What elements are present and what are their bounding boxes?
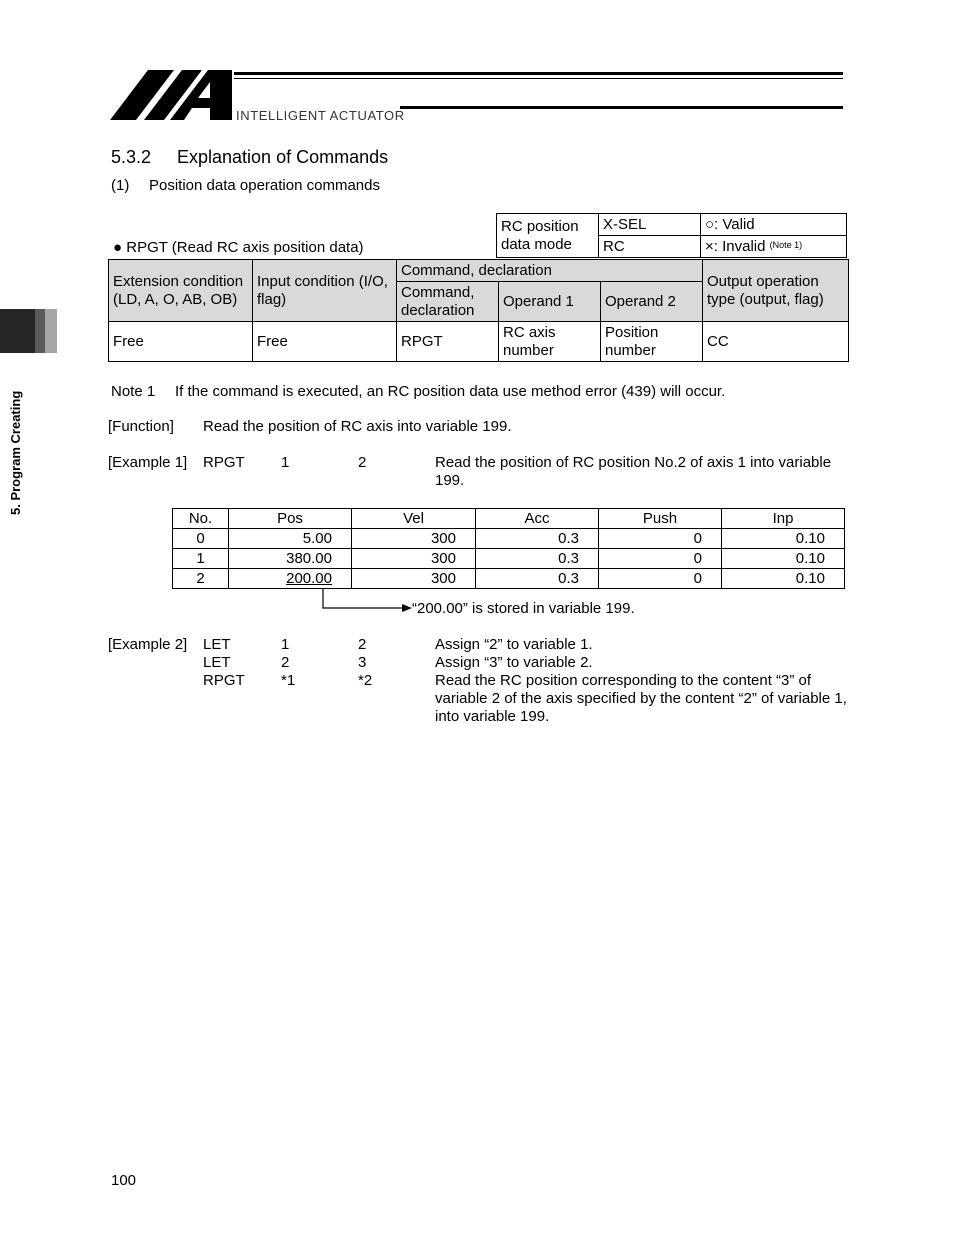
brand-text: INTELLIGENT ACTUATOR	[236, 108, 405, 123]
header-output: Output operation type (output, flag)	[703, 260, 849, 322]
pos-header-no: No.	[173, 509, 229, 529]
subsection-heading	[111, 177, 380, 194]
command-name	[113, 239, 364, 256]
header-command-group: Command, declaration	[397, 260, 703, 282]
validity-table	[496, 213, 847, 258]
function-label: [Function]	[108, 418, 174, 435]
example-2-description: Assign “2” to variable 1.	[435, 636, 593, 653]
pos-cell: 0.10	[722, 569, 845, 589]
mode-label: RC position data mode	[497, 214, 599, 258]
header-operand2: Operand 2	[601, 282, 703, 322]
pos-cell: 0.10	[722, 529, 845, 549]
cell-operand1: RC axis number	[499, 322, 601, 362]
example-2-operand1: 2	[281, 654, 290, 671]
example-2-command: RPGT	[203, 672, 245, 689]
example-2	[108, 636, 847, 726]
header-rule-mid	[234, 78, 843, 79]
pos-cell: 0.10	[722, 549, 845, 569]
cell-operand2: Position number	[601, 322, 703, 362]
pos-cell: 1	[173, 549, 229, 569]
example-1-operand2: 2	[358, 454, 367, 471]
function-line	[108, 418, 512, 435]
example-2-line	[108, 672, 847, 726]
example-2-description: Assign “3” to variable 2.	[435, 654, 593, 671]
example-2-operand2: *2	[358, 672, 373, 689]
pos-cell: 300	[352, 529, 476, 549]
command-name-text: RPGT (Read RC axis position data)	[126, 239, 364, 256]
note-ref: (Note 1)	[769, 239, 803, 250]
cell-output: CC	[703, 322, 849, 362]
pos-header-acc: Acc	[476, 509, 599, 529]
pos-header-push: Push	[599, 509, 722, 529]
example-1-description: Read the position of RC position No.2 of axis 1 into variable 199.	[435, 454, 832, 489]
example-2-line	[108, 636, 847, 654]
section-heading	[111, 147, 388, 168]
table-row	[173, 569, 845, 589]
cell-input: Free	[253, 322, 397, 362]
example-2-description: Read the RC position corresponding to the content “3” of variable 2 of the axis specified by the content “2” of variable 1, into variable 199.	[435, 672, 847, 725]
section-number: 5.3.2	[111, 147, 152, 167]
status-xsel: ○: Valid	[701, 214, 847, 236]
example-2-label: [Example 2]	[108, 636, 188, 653]
pos-value-highlight: 200.00	[286, 570, 332, 587]
pos-cell: 300	[352, 569, 476, 589]
header-command: Command, declaration	[397, 282, 499, 322]
example-2-operand2: 2	[358, 636, 367, 653]
chapter-label: 5. Program Creating	[8, 390, 23, 515]
arrow-head-icon	[402, 604, 412, 612]
table-row	[173, 529, 845, 549]
pos-cell: 0	[173, 529, 229, 549]
table-row	[173, 549, 845, 569]
example-1-command: RPGT	[203, 454, 245, 471]
section-title: Explanation of Commands	[177, 147, 389, 167]
pos-cell: 380.00	[229, 549, 352, 569]
pos-cell-highlight	[229, 569, 352, 589]
pos-cell: 0.3	[476, 529, 599, 549]
arrow-connector	[318, 588, 412, 614]
cell-command: RPGT	[397, 322, 499, 362]
example-1	[108, 454, 847, 489]
position-table	[172, 508, 845, 589]
iai-logo	[110, 68, 845, 124]
bullet-icon: ●	[113, 239, 123, 256]
note-1	[111, 383, 725, 400]
pos-cell: 300	[352, 549, 476, 569]
example-2-command: LET	[203, 654, 231, 671]
pos-cell: 0	[599, 549, 722, 569]
status-rc: ×: Invalid	[705, 237, 766, 255]
pos-header-vel: Vel	[352, 509, 476, 529]
pos-cell: 5.00	[229, 529, 352, 549]
controller-rc: RC	[599, 236, 701, 258]
header-extension: Extension condition (LD, A, O, AB, OB)	[109, 260, 253, 322]
pos-cell: 0.3	[476, 549, 599, 569]
pos-cell: 0	[599, 529, 722, 549]
status-rc-cell	[701, 236, 847, 258]
note-text: If the command is executed, an RC position data use method error (439) will occur.	[175, 383, 726, 400]
note-label: Note 1	[111, 383, 156, 400]
pos-header-pos: Pos	[229, 509, 352, 529]
subsection-number: (1)	[111, 177, 130, 194]
function-text: Read the position of RC axis into variable 199.	[203, 418, 512, 435]
pos-header-inp: Inp	[722, 509, 845, 529]
example-2-line	[108, 654, 847, 672]
header-rule-top	[234, 72, 843, 75]
example-2-operand1: 1	[281, 636, 290, 653]
example-1-label: [Example 1]	[108, 454, 188, 471]
pos-cell: 0	[599, 569, 722, 589]
example-1-operand1: 1	[281, 454, 290, 471]
header-input: Input condition (I/O, flag)	[253, 260, 397, 322]
subsection-title: Position data operation commands	[149, 177, 380, 194]
pos-cell: 0.3	[476, 569, 599, 589]
example-2-operand2: 3	[358, 654, 367, 671]
pos-cell: 2	[173, 569, 229, 589]
example-2-operand1: *1	[281, 672, 296, 689]
header-rule-low	[400, 106, 843, 109]
controller-xsel: X-SEL	[599, 214, 701, 236]
cell-extension: Free	[109, 322, 253, 362]
example-1-line	[108, 454, 847, 489]
example-2-command: LET	[203, 636, 231, 653]
stored-note: “200.00” is stored in variable 199.	[412, 600, 635, 617]
command-table	[108, 259, 849, 362]
header-operand1: Operand 1	[499, 282, 601, 322]
page-number: 100	[111, 1172, 137, 1189]
